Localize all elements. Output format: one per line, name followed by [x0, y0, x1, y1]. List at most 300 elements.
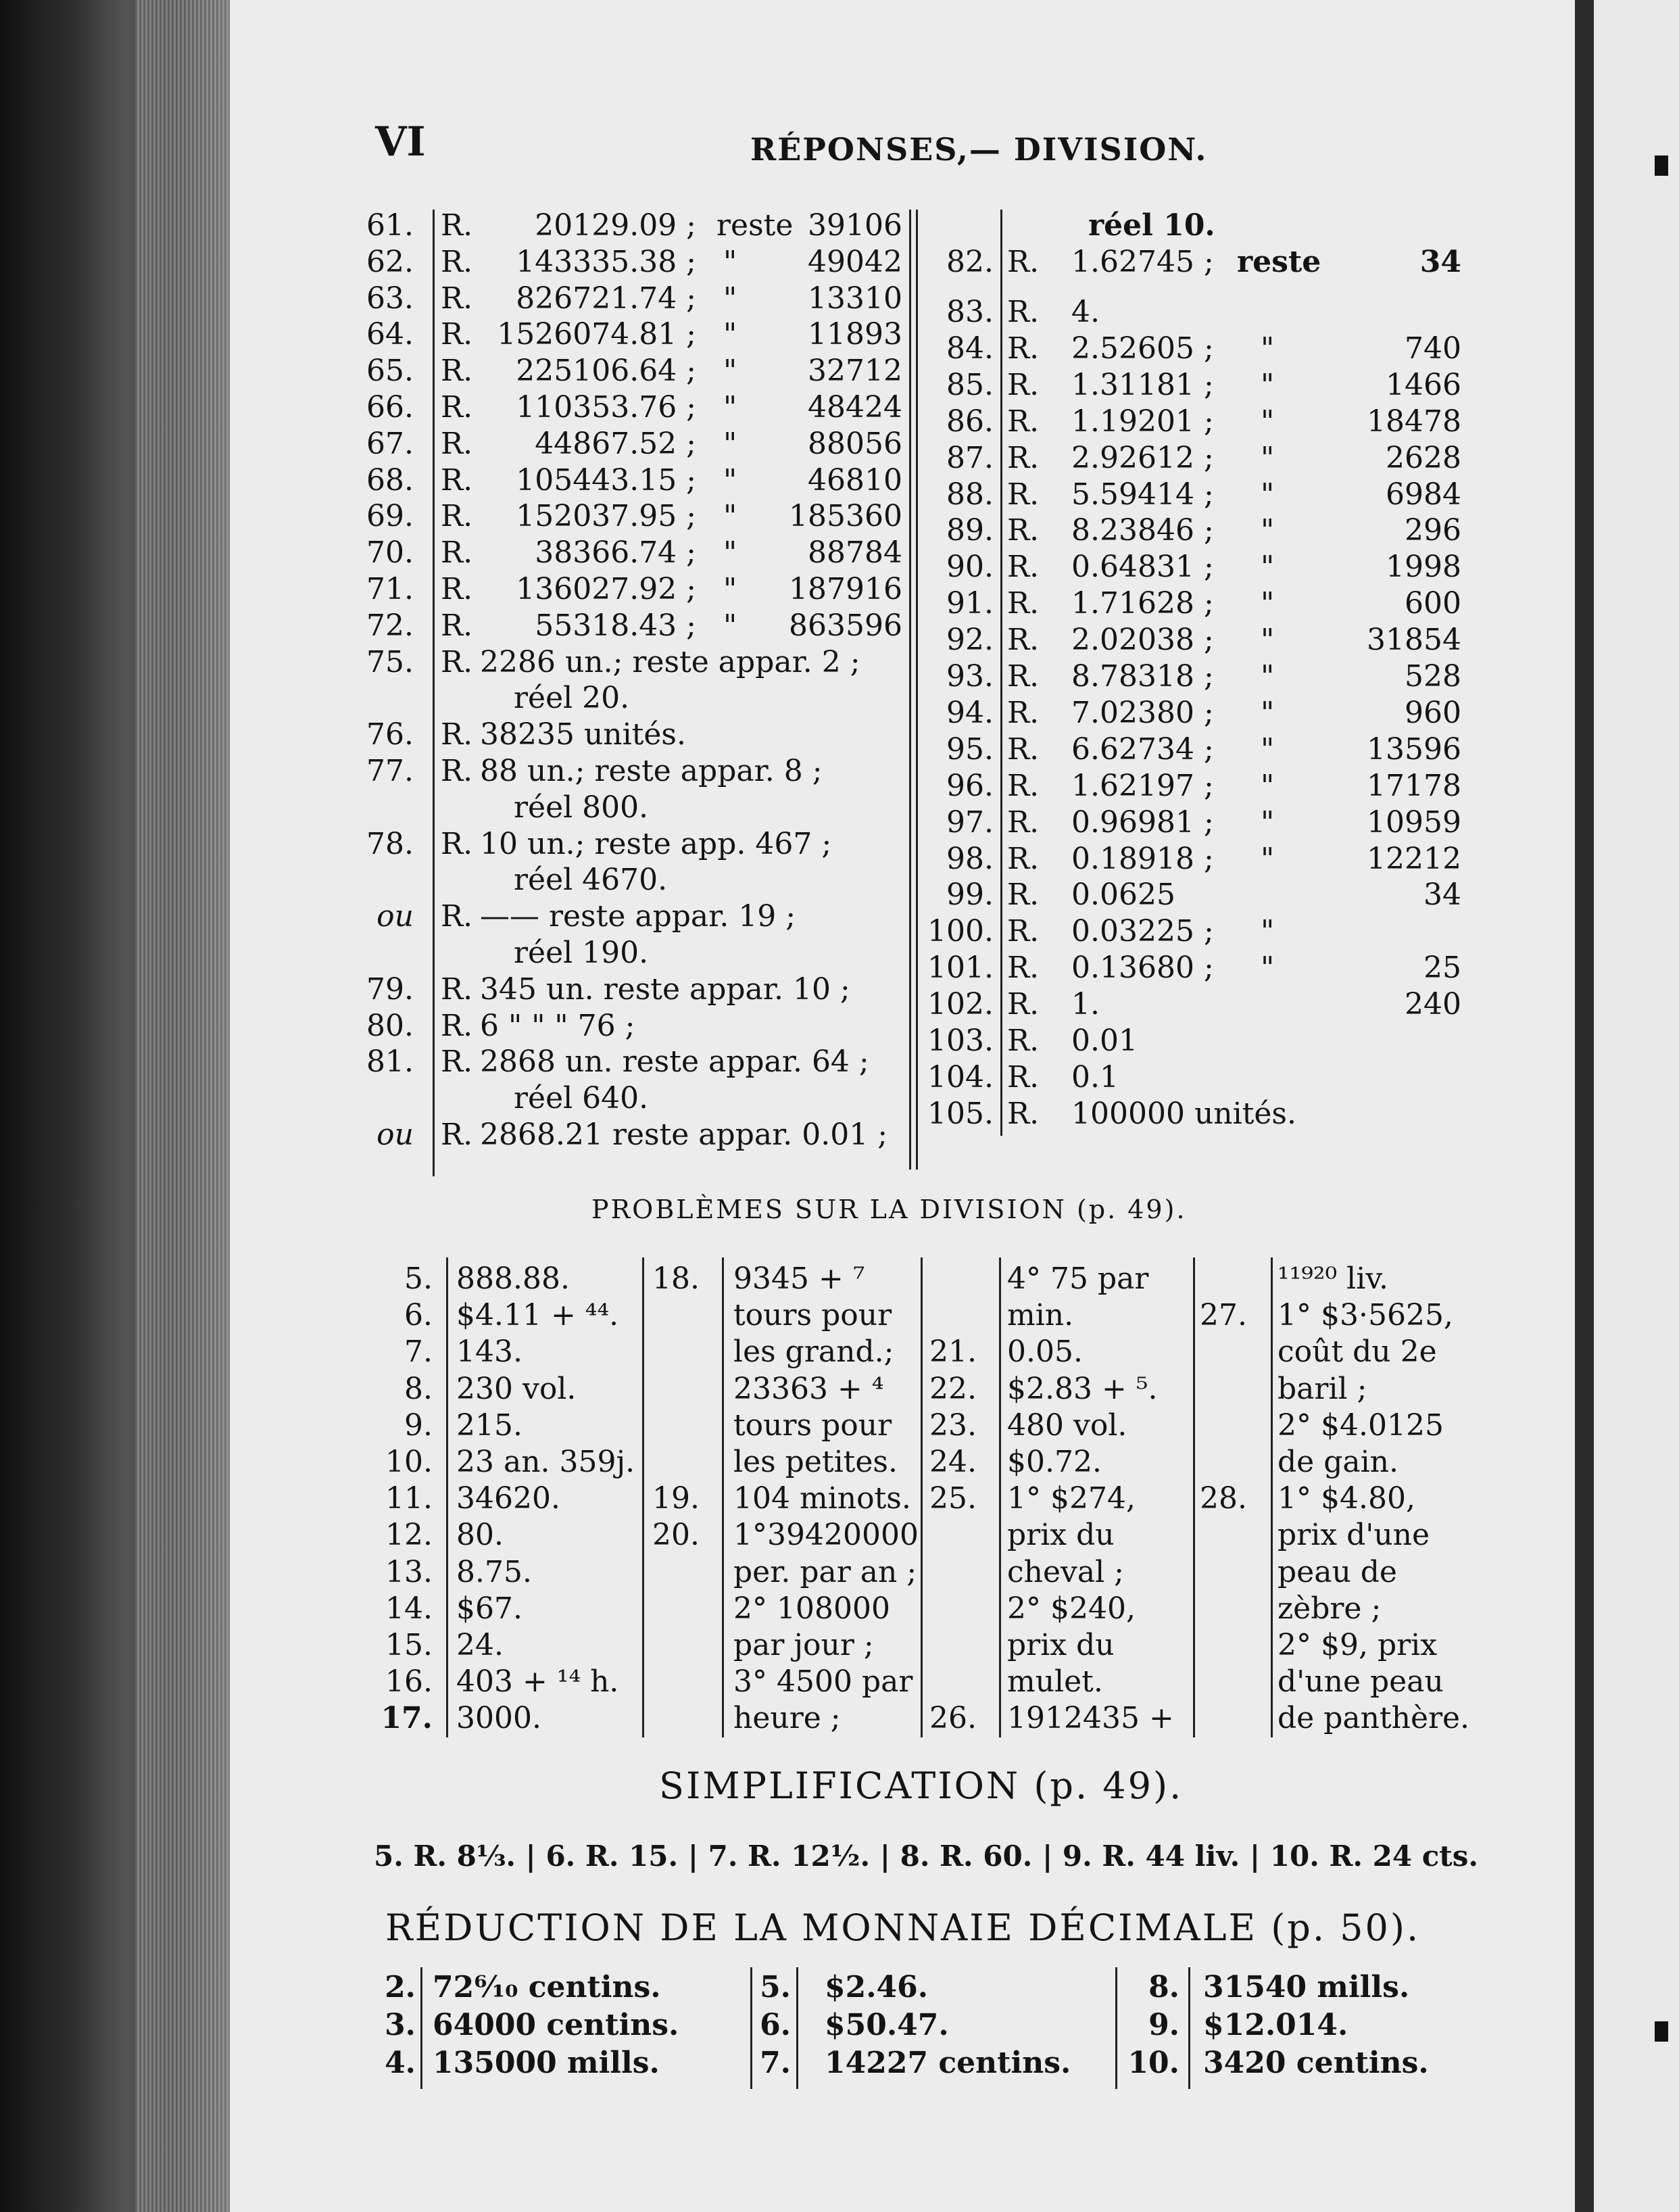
remainder-label: "	[723, 535, 737, 571]
remainder-label: "	[1261, 331, 1275, 366]
reduction-number: 5.	[760, 1970, 791, 2004]
problem-number: 6.	[404, 1298, 433, 1333]
quotient: 2.52605 ;	[1071, 331, 1214, 366]
answer-continuation: réel 20.	[514, 681, 630, 716]
remainder: 10959	[1367, 804, 1461, 840]
answer-number: 105.	[927, 1096, 994, 1131]
problem-answer: 403 + ¹⁴ h.	[456, 1664, 619, 1700]
quotient: 38366.74 ;	[535, 535, 696, 571]
problem-answer: 143.	[456, 1335, 522, 1370]
answer-number: 77.	[366, 754, 414, 788]
simplification-heading: SIMPLIFICATION (p. 49).	[659, 1764, 1184, 1807]
problem-answer: 8.75.	[456, 1554, 532, 1589]
answer-number: 76.	[366, 717, 414, 752]
answer-continuation: réel 190.	[514, 936, 649, 970]
answer-mark: R.	[441, 462, 473, 498]
remainder-label: "	[1261, 731, 1275, 767]
remainder: 88784	[808, 535, 902, 571]
answer-mark: R.	[441, 1044, 473, 1080]
remainder-label: "	[1261, 404, 1275, 439]
answer-number: 104.	[927, 1059, 994, 1095]
problem-number: 27.	[1200, 1298, 1247, 1333]
problem-answer: $4.11 + ⁴⁴.	[456, 1298, 619, 1333]
remainder-label: reste	[716, 208, 794, 243]
problem-answer: 2° $4.0125	[1278, 1408, 1444, 1443]
reduction-answer: 135000 mills.	[433, 2046, 660, 2080]
answer-mark: R.	[1007, 1059, 1040, 1095]
answer-mark: R.	[1007, 295, 1040, 329]
answer-mark: R.	[1007, 331, 1040, 366]
answer-mark: R.	[1007, 1096, 1040, 1131]
reduction-number: 2.	[385, 1970, 416, 2004]
problem-answer: $67.	[456, 1591, 522, 1626]
problem-number: 19.	[652, 1481, 700, 1516]
remainder-label: "	[1261, 804, 1275, 840]
quotient: 152037.95 ;	[516, 499, 696, 534]
problem-answer: 215.	[456, 1408, 522, 1443]
quotient: 20129.09 ;	[535, 208, 696, 243]
problem-answer: 1° $4.80,	[1278, 1481, 1415, 1516]
problem-number: 25.	[929, 1481, 977, 1516]
answer-mark: R.	[441, 281, 473, 316]
problem-answer: d'une peau	[1278, 1664, 1444, 1700]
answer-mark: R.	[441, 644, 473, 679]
quotient: 1.31181 ;	[1071, 367, 1214, 402]
problem-number: 17.	[381, 1701, 433, 1736]
remainder: 31854	[1367, 623, 1461, 658]
quotient: 2.02038 ;	[1071, 623, 1214, 658]
answer-number: 78.	[366, 826, 414, 861]
remainder-label: "	[723, 499, 737, 534]
reduction-number: 7.	[760, 2046, 791, 2080]
reduction-rule	[1115, 1967, 1117, 2089]
problem-answer: 23 an. 359j.	[456, 1445, 635, 1479]
answer-number: 91.	[946, 586, 994, 621]
remainder: 18478	[1367, 404, 1461, 439]
problem-number: 28.	[1200, 1481, 1247, 1516]
quotient: 8.23846 ;	[1071, 513, 1214, 548]
answer-number: 62.	[366, 244, 414, 279]
problem-answer: cheval ;	[1007, 1554, 1124, 1589]
answer-number: 65.	[366, 354, 414, 389]
quotient: 105443.15 ;	[516, 462, 696, 498]
reduction-number: 9.	[1148, 2008, 1179, 2042]
page-edges	[135, 0, 230, 2212]
remainder-label: "	[1261, 841, 1275, 876]
problems-heading: PROBLÈMES SUR LA DIVISION (p. 49).	[591, 1195, 1187, 1224]
answer-number: 67.	[366, 426, 414, 461]
scan-mark	[1655, 155, 1668, 176]
answer-mark: R.	[441, 826, 473, 861]
quotient: 1.	[1071, 987, 1100, 1022]
problem-answer: 4° 75 par	[1007, 1261, 1149, 1296]
remainder: 528	[1405, 659, 1461, 694]
problem-answer: 1°39420000	[733, 1518, 919, 1553]
answer-mark: R.	[1007, 367, 1040, 402]
answer-mark: R.	[441, 899, 473, 934]
remainder: 185360	[789, 499, 902, 534]
quotient: 4.	[1071, 295, 1100, 329]
remainder: 13596	[1367, 731, 1461, 767]
remainder: 46810	[808, 462, 902, 498]
remainder-label: "	[723, 390, 737, 425]
quotient: 110353.76 ;	[516, 390, 696, 425]
problem-answer: par jour ;	[733, 1628, 874, 1662]
remainder: 34	[1419, 245, 1461, 279]
problems-rule	[921, 1257, 923, 1737]
remainder-label: reste	[1237, 245, 1321, 279]
reduction-number: 10.	[1127, 2046, 1179, 2080]
answer-mark: R.	[1007, 477, 1040, 512]
answer-mark: R.	[1007, 914, 1040, 949]
remainder: 13310	[808, 281, 902, 316]
remainder: 863596	[789, 608, 902, 643]
scan-mark	[1655, 2021, 1668, 2042]
quotient: 0.1	[1071, 1059, 1119, 1095]
remainder: 240	[1405, 987, 1461, 1022]
answer-mark: R.	[441, 754, 473, 788]
facing-page-edge	[1575, 0, 1679, 2212]
problem-number: 7.	[404, 1335, 433, 1370]
remainder: 34	[1424, 877, 1461, 913]
double-rule	[909, 210, 911, 1170]
problem-number: 23.	[929, 1408, 977, 1443]
answer-mark: R.	[1007, 768, 1040, 803]
problem-answer: zèbre ;	[1278, 1591, 1382, 1626]
answer-mark: R.	[1007, 841, 1040, 876]
quotient: 826721.74 ;	[516, 281, 696, 316]
problem-answer: 2° $9, prix	[1278, 1628, 1438, 1662]
problems-rule	[446, 1257, 448, 1737]
problem-number: 12.	[385, 1518, 433, 1553]
problem-answer: 3° 4500 par	[733, 1664, 913, 1700]
quotient: 5.59414 ;	[1071, 477, 1214, 512]
book-page	[230, 0, 1575, 2212]
reduction-rule	[750, 1967, 752, 2089]
problem-number: 10.	[385, 1445, 433, 1479]
answer-number: 72.	[366, 608, 414, 643]
problem-answer: 480 vol.	[1007, 1408, 1127, 1443]
problem-answer: 104 minots.	[733, 1481, 911, 1516]
problems-rule	[642, 1257, 644, 1737]
answer-number: 89.	[946, 513, 994, 548]
quotient: 6.62734 ;	[1071, 731, 1214, 767]
problems-rule	[1193, 1257, 1195, 1737]
answer-mark: R.	[1007, 1024, 1040, 1058]
problem-answer: 230 vol.	[456, 1371, 577, 1406]
quotient: 1.19201 ;	[1071, 404, 1214, 439]
remainder-label: "	[723, 281, 737, 316]
problem-answer: les petites.	[733, 1445, 898, 1479]
answer-mark: R.	[441, 608, 473, 643]
answer-mark: R.	[1007, 550, 1040, 585]
reduction-answer: 3420 centins.	[1203, 2046, 1429, 2080]
problem-answer: mulet.	[1007, 1664, 1103, 1700]
answer-number: 101.	[927, 951, 994, 986]
remainder: 296	[1405, 513, 1461, 548]
answer-number: 92.	[946, 623, 994, 658]
answer-text: 2868.21 reste appar. 0.01 ;	[480, 1117, 888, 1152]
answer-number: 82.	[946, 245, 994, 279]
problem-number: 5.	[404, 1261, 433, 1296]
answer-number: 88.	[946, 477, 994, 512]
quotient: 1.62197 ;	[1071, 768, 1214, 803]
problem-answer: de panthère.	[1278, 1701, 1470, 1736]
reduction-number: 4.	[385, 2046, 416, 2080]
answer-number: 84.	[946, 331, 994, 366]
answer-mark: R.	[441, 244, 473, 279]
answer-continuation: réel 10.	[1088, 208, 1215, 243]
answer-number: 85.	[946, 367, 994, 402]
answer-mark: R.	[1007, 513, 1040, 548]
problem-number: 20.	[652, 1518, 700, 1553]
answer-mark: R.	[1007, 804, 1040, 840]
problem-number: 21.	[929, 1335, 977, 1370]
answer-number: 100.	[927, 914, 994, 949]
answer-mark: R.	[1007, 659, 1040, 694]
remainder-label: "	[723, 572, 737, 606]
problem-answer: coût du 2e	[1278, 1335, 1437, 1370]
answer-mark: R.	[441, 208, 473, 243]
quotient: 100000 unités.	[1071, 1096, 1296, 1131]
reduction-rule	[1188, 1967, 1190, 2089]
answer-text: 6 " " " 76 ;	[480, 1008, 635, 1043]
answer-number: 69.	[366, 499, 414, 534]
problems-rule	[722, 1257, 724, 1737]
answer-number: ou	[376, 1117, 414, 1152]
remainder: 187916	[789, 572, 902, 606]
answer-number: 61.	[366, 208, 414, 243]
problem-answer: baril ;	[1278, 1371, 1367, 1406]
answer-mark: R.	[441, 717, 473, 752]
answer-number: 86.	[946, 404, 994, 439]
remainder: 49042	[808, 244, 902, 279]
reduction-heading: RÉDUCTION DE LA MONNAIE DÉCIMALE (p. 50).	[385, 1906, 1421, 1949]
page-title: RÉPONSES,— DIVISION.	[750, 131, 1208, 168]
remainder-label: "	[1261, 586, 1275, 621]
reduction-rule	[796, 1967, 798, 2089]
answer-text: 38235 unités.	[480, 717, 686, 752]
problem-number: 24.	[929, 1445, 977, 1479]
quotient: 1.71628 ;	[1071, 586, 1214, 621]
answer-number: 87.	[946, 440, 994, 475]
problem-number: 16.	[385, 1664, 433, 1700]
remainder: 6984	[1386, 477, 1461, 512]
problem-answer: 1° $274,	[1007, 1481, 1136, 1516]
problem-answer: 80.	[456, 1518, 504, 1553]
answer-number: 70.	[366, 535, 414, 571]
answer-mark: R.	[1007, 877, 1040, 913]
remainder: 17178	[1367, 768, 1461, 803]
problem-number: 22.	[929, 1371, 977, 1406]
problem-answer: 2° 108000	[733, 1591, 890, 1626]
answer-number: 75.	[366, 644, 414, 679]
remainder-label: "	[1261, 768, 1275, 803]
problem-answer: per. par an ;	[733, 1554, 917, 1589]
reduction-number: 6.	[760, 2008, 791, 2042]
remainder: 88056	[808, 426, 902, 461]
remainder-label: "	[723, 462, 737, 498]
remainder-label: "	[1261, 951, 1275, 986]
problem-answer: peau de	[1278, 1554, 1397, 1589]
quotient: 0.03225 ;	[1071, 914, 1214, 949]
problem-number: 14.	[385, 1591, 433, 1626]
reduction-answer: 31540 mills.	[1203, 1970, 1410, 2004]
simplification-answers: 5. R. 8⅓. | 6. R. 15. | 7. R. 12½. | 8. R. 60. | 9. R. 44 liv. | 10. R. 24 cts.	[374, 1840, 1478, 1873]
problem-answer: 2° $240,	[1007, 1591, 1136, 1626]
answer-number: 90.	[946, 550, 994, 585]
answer-mark: R.	[441, 971, 473, 1007]
quotient: 0.96981 ;	[1071, 804, 1214, 840]
answer-number: 96.	[946, 768, 994, 803]
answer-number: 99.	[946, 877, 994, 913]
page-number: VI	[375, 118, 426, 166]
answer-mark: R.	[441, 1008, 473, 1043]
answer-mark: R.	[1007, 695, 1040, 730]
problem-answer: 24.	[456, 1628, 504, 1662]
problem-answer: 23363 + ⁴	[733, 1371, 884, 1406]
answer-number: 95.	[946, 731, 994, 767]
answer-mark: R.	[1007, 987, 1040, 1022]
answer-mark: R.	[1007, 623, 1040, 658]
problem-answer: 0.05.	[1007, 1335, 1083, 1370]
answer-number: 93.	[946, 659, 994, 694]
problem-answer: heure ;	[733, 1701, 841, 1736]
remainder: 25	[1424, 951, 1461, 986]
answer-text: 345 un. reste appar. 10 ;	[480, 971, 850, 1007]
answer-number: 79.	[366, 971, 414, 1007]
quotient: 225106.64 ;	[516, 354, 696, 389]
quotient: 2.92612 ;	[1071, 440, 1214, 475]
answer-number: 80.	[366, 1008, 414, 1043]
remainder-label: "	[1261, 659, 1275, 694]
reduction-answer: 64000 centins.	[433, 2008, 679, 2042]
remainder-label: "	[1261, 477, 1275, 512]
reduction-answer: $2.46.	[825, 1970, 929, 2004]
problem-answer: prix d'une	[1278, 1518, 1430, 1553]
problem-answer: 34620.	[456, 1481, 560, 1516]
remainder-label: "	[1261, 367, 1275, 402]
problem-answer: 888.88.	[456, 1261, 570, 1296]
answer-number: 102.	[927, 987, 994, 1022]
answer-number: 68.	[366, 462, 414, 498]
remainder: 600	[1405, 586, 1461, 621]
remainder-label: "	[723, 354, 737, 389]
remainder: 1466	[1386, 367, 1461, 402]
answer-text: 2286 un.; reste appar. 2 ;	[480, 644, 860, 679]
remainder-label: "	[723, 244, 737, 279]
answer-number: 98.	[946, 841, 994, 876]
answer-mark: R.	[441, 426, 473, 461]
answer-mark: R.	[441, 317, 473, 352]
answer-mark: R.	[441, 1117, 473, 1152]
problem-answer: tours pour	[733, 1298, 892, 1333]
quotient: 8.78318 ;	[1071, 659, 1214, 694]
column-rule	[1000, 210, 1002, 1136]
gutter-shadow	[1575, 0, 1594, 2212]
problem-answer: de gain.	[1278, 1445, 1398, 1479]
answer-mark: R.	[441, 499, 473, 534]
answer-mark: R.	[441, 572, 473, 606]
problem-number: 8.	[404, 1371, 433, 1406]
answer-text: —— reste appar. 19 ;	[480, 899, 796, 934]
quotient: 136027.92 ;	[516, 572, 696, 606]
problem-answer: 1° $3·5625,	[1278, 1298, 1453, 1333]
quotient: 55318.43 ;	[535, 608, 696, 643]
reduction-rule	[420, 1967, 422, 2089]
quotient: 44867.52 ;	[535, 426, 696, 461]
problem-number: 9.	[404, 1408, 433, 1443]
answer-number: 63.	[366, 281, 414, 316]
remainder-label: "	[1261, 550, 1275, 585]
problem-answer: prix du	[1007, 1518, 1115, 1553]
double-rule	[916, 210, 918, 1170]
problem-answer: 1912435 +	[1007, 1701, 1174, 1736]
problem-answer: prix du	[1007, 1628, 1115, 1662]
quotient: 1.62745 ;	[1071, 245, 1214, 279]
reduction-answer: $50.47.	[825, 2008, 949, 2042]
reduction-answer: 72⁶⁄₁₀ centins.	[433, 1970, 661, 2004]
remainder-label: "	[1261, 513, 1275, 548]
problem-answer: min.	[1007, 1298, 1074, 1333]
answer-continuation: réel 800.	[514, 790, 649, 825]
quotient: 0.13680 ;	[1071, 951, 1214, 986]
remainder: 960	[1405, 695, 1461, 730]
remainder: 48424	[808, 390, 902, 425]
problem-number: 18.	[652, 1261, 700, 1296]
column-rule	[433, 210, 435, 1176]
problem-answer: $0.72.	[1007, 1445, 1102, 1479]
quotient: 0.18918 ;	[1071, 841, 1214, 876]
remainder-label: "	[1261, 440, 1275, 475]
remainder: 1998	[1386, 550, 1461, 585]
answer-number: 81.	[366, 1044, 414, 1080]
problem-number: 11.	[385, 1481, 433, 1516]
problems-rule	[999, 1257, 1001, 1737]
problem-answer: 3000.	[456, 1701, 541, 1736]
answer-mark: R.	[1007, 440, 1040, 475]
answer-number: 71.	[366, 572, 414, 606]
answer-mark: R.	[441, 354, 473, 389]
reduction-answer: $12.014.	[1203, 2008, 1348, 2042]
problem-answer: les grand.;	[733, 1335, 894, 1370]
problem-answer: 9345 + ⁷	[733, 1261, 865, 1296]
answer-number: 83.	[946, 295, 994, 329]
answer-mark: R.	[441, 535, 473, 571]
answer-text: 2868 un. reste appar. 64 ;	[480, 1044, 869, 1080]
answer-continuation: réel 4670.	[514, 863, 668, 898]
answer-number: 94.	[946, 695, 994, 730]
remainder-label: "	[723, 426, 737, 461]
reduction-answer: 14227 centins.	[825, 2046, 1071, 2080]
problem-number: 15.	[385, 1628, 433, 1662]
quotient: 0.01	[1071, 1024, 1138, 1058]
answer-mark: R.	[1007, 586, 1040, 621]
answer-mark: R.	[1007, 404, 1040, 439]
answer-number: 66.	[366, 390, 414, 425]
answer-number: ou	[376, 899, 414, 934]
problem-answer: tours pour	[733, 1408, 892, 1443]
answer-mark: R.	[1007, 731, 1040, 767]
remainder: 32712	[808, 354, 902, 389]
remainder: 740	[1405, 331, 1461, 366]
problems-rule	[1271, 1257, 1273, 1737]
problem-answer: $2.83 + ⁵.	[1007, 1371, 1158, 1406]
problem-answer: ¹¹⁹²⁰ liv.	[1278, 1261, 1388, 1296]
quotient: 0.64831 ;	[1071, 550, 1214, 585]
remainder: 11893	[808, 317, 902, 352]
answer-number: 103.	[927, 1024, 994, 1058]
